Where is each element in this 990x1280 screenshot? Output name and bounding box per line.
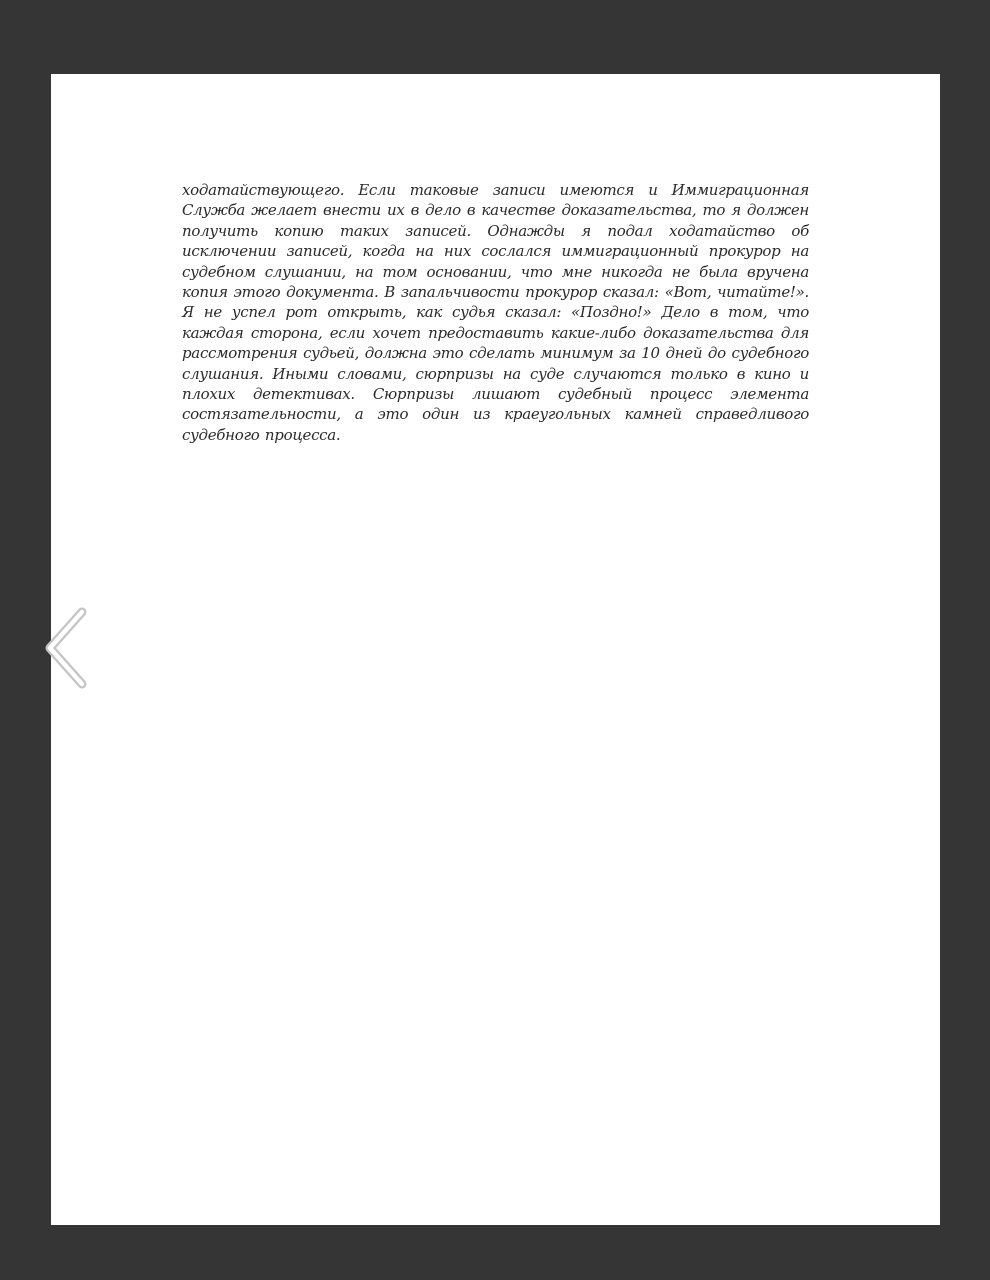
page-body-paragraph: ходатайствующего. Если таковые записи имеются и Иммиграционная Служба желает внести их в дело в качестве доказательства, то я должен получить копию таких записей. Однажды я подал ходатайство об исключении записей, когда на них сослался иммиграционный прокурор на судебном слушании, на том основании, что мне никогда не была вручена копия этого документа. В запальчивости прокурор сказал: «Вот, читайте!». Я не успел рот открыть, как судья сказал: «Поздно!» Дело в том, что каждая сторона, если хочет предоставить какие-либо доказательства для рассмотрения судьей, должна это сделать минимум за 10 дней до судебного слушания. Иными словами, сюрпризы на суде случаются только в кино и плохих детективах. Сюрпризы лишают судебный процесс элемента состязательности, а это один из краеугольных камней справедливого судебного процесса.	[182, 181, 809, 444]
chevron-left-icon	[44, 606, 90, 690]
document-page	[51, 74, 940, 1225]
previous-page-button[interactable]	[44, 606, 90, 690]
